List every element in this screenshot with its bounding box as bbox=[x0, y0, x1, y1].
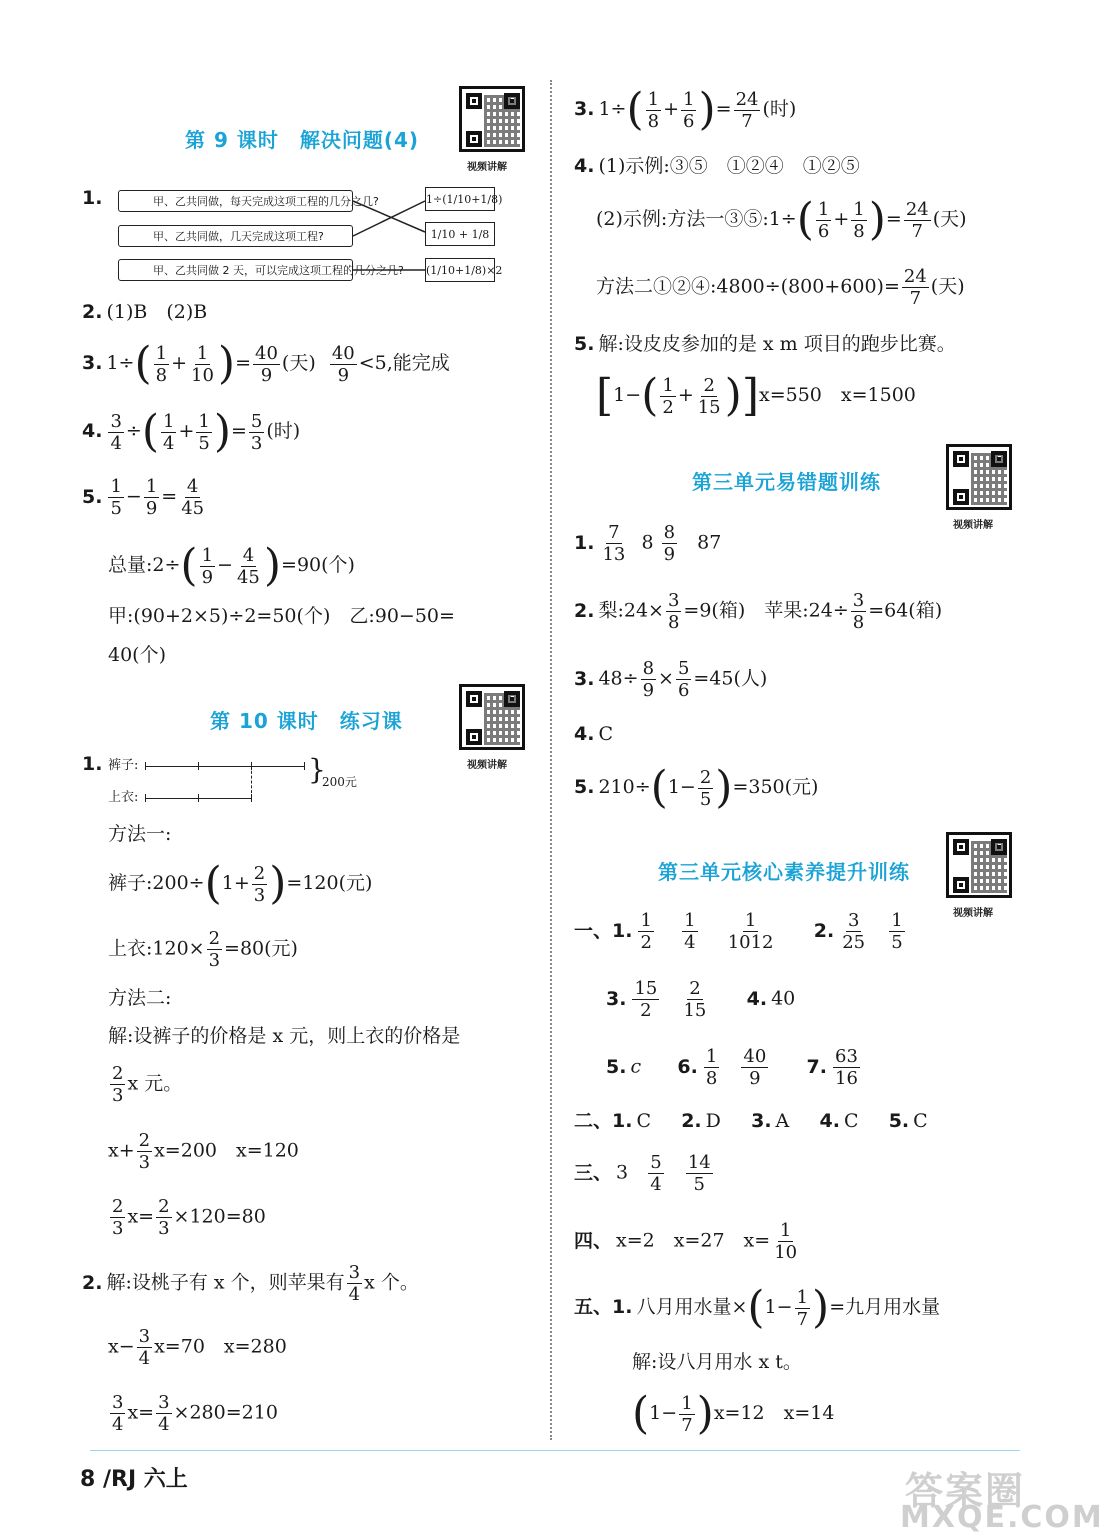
e3-answer: 3. 48÷ $\frac{8}{9}$ × $\frac{5}{6}$ =45(人) bbox=[574, 658, 768, 701]
p2-eq1: x− $\frac{3}{4}$ x=70 x=280 bbox=[108, 1326, 287, 1369]
section1-row2: 3. $\frac{15}{2}$ $\frac{2}{15}$ 4. 40 bbox=[606, 978, 796, 1021]
core-training-title: 第三单元核心素养提升训练 bbox=[658, 860, 910, 884]
r5-answer: 5. 解:设皮皮参加的是 x m 项目的跑步比赛。 bbox=[574, 333, 956, 355]
section1-row3: 5. c 6. $\frac{1}{8}$ $\frac{40}{9}$ 7. $\frac{63}{16}$ bbox=[606, 1046, 858, 1089]
qr-label: 视频讲解 bbox=[467, 162, 507, 173]
p2-answer: 2. 解:设桃子有 x 个，则苹果有 $\frac{3}{4}$ x 个。 bbox=[82, 1262, 419, 1305]
qr-code[interactable] bbox=[459, 684, 525, 750]
section2: 二、1. C 2. D 3. A 4. C 5. C bbox=[574, 1110, 928, 1132]
qr-label: 视频讲解 bbox=[953, 908, 993, 919]
r4-answer-1: 4. (1)示例:③⑤ ①②④ ①②⑤ bbox=[574, 155, 860, 177]
pants-bar bbox=[145, 766, 305, 767]
e1-answer: 1. $\frac{7}{13}$ 8 $\frac{8}{9}$ 87 bbox=[574, 522, 722, 565]
q4-answer: 4. $\frac{3}{4}$ ÷( $\frac{1}{4}$ + $\frac{1}{5}$ )= $\frac{5}{3}$ (时) bbox=[82, 406, 301, 457]
method2-solution-2: $\frac{2}{3}$ x 元。 bbox=[112, 1063, 183, 1106]
q2-answer: (1)B (2)B bbox=[106, 301, 208, 323]
r4-answer-3: 方法二①②④:4800÷(800+600)= $\frac{24}{7}$ (天) bbox=[596, 266, 965, 309]
match-box-1: 甲、乙共同做，每天完成这项工程的几分之几? bbox=[118, 190, 353, 212]
qr-label: 视频讲解 bbox=[953, 520, 993, 531]
section5-row3: (1− $\frac{1}{7}$ )x=12 x=14 bbox=[632, 1388, 835, 1439]
q5-total: 总量:2÷( $\frac{1}{9}$ − $\frac{4}{45}$ )=90(个) bbox=[108, 540, 355, 591]
section5-row1: 五、1. 八月用水量×(1− $\frac{1}{7}$ )=九月用水量 bbox=[574, 1282, 941, 1333]
eq2: $\frac{2}{3}$ x= $\frac{2}{3}$ ×120=80 bbox=[112, 1196, 266, 1239]
q5-jia: 甲:(90+2×5)÷2=50(个) 乙:90−50= bbox=[108, 605, 455, 627]
eq1: x+ $\frac{2}{3}$ x=200 x=120 bbox=[108, 1130, 299, 1173]
qr-code[interactable] bbox=[946, 832, 1012, 898]
pants-calc: 裤子:200÷(1+ $\frac{2}{3}$ )=120(元) bbox=[108, 858, 373, 909]
match-result-1: 1÷(1/10+1/8) bbox=[425, 187, 495, 211]
method1: 方法一: bbox=[108, 823, 172, 845]
coat-label: 上衣: bbox=[108, 790, 139, 805]
section1-row1: 一、1. $\frac{1}{2}$ $\frac{1}{4}$ $\frac{1}{1012}$ 2. $\frac{3}{25}$ $\frac{1}{5}$ bbox=[574, 910, 903, 953]
pants-label: 裤子: bbox=[108, 758, 139, 773]
error-training-title: 第三单元易错题训练 bbox=[692, 470, 881, 494]
e4-answer: 4. C bbox=[574, 723, 613, 745]
watermark-url: MXQE.COM bbox=[900, 1500, 1104, 1535]
q2-number: 2. bbox=[82, 301, 103, 323]
match-box-2: 甲、乙共同做，几天完成这项工程? bbox=[118, 225, 353, 247]
p1-number: 1. bbox=[82, 753, 103, 775]
e5-answer: 5. 210÷(1− $\frac{2}{5}$ )=350(元) bbox=[574, 762, 819, 813]
qr-label: 视频讲解 bbox=[467, 760, 507, 771]
coat-calc: 上衣:120× $\frac{2}{3}$ =80(元) bbox=[108, 928, 298, 971]
method2-solution: 解:设裤子的价格是 x 元，则上衣的价格是 bbox=[108, 1025, 461, 1047]
match-result-3: (1/10+1/8)×2 bbox=[425, 258, 495, 282]
page-footer: 8 /RJ 六上 bbox=[80, 1467, 188, 1492]
match-box-3: 甲、乙共同做 2 天，可以完成这项工程的几分之几? bbox=[118, 259, 353, 281]
q1-number: 1. bbox=[82, 187, 103, 209]
watermark: 答案圈 bbox=[905, 1469, 1026, 1513]
q5-yi: 40(个) bbox=[108, 644, 167, 666]
r5-equation: [1−( $\frac{1}{2}$ + $\frac{2}{15}$ )]x=550 x=1500 bbox=[596, 370, 916, 421]
column-divider bbox=[550, 80, 552, 1440]
q3-answer: 3. 1÷( $\frac{1}{8}$ + $\frac{1}{10}$ )= $\frac{40}{9}$ (天) $\frac{40}{9}$ <5,能完成 bbox=[82, 338, 450, 389]
section4: 四、 x=2 x=27 x= $\frac{1}{10}$ bbox=[574, 1220, 798, 1263]
section5-row2: 解:设八月用水 x t。 bbox=[632, 1351, 802, 1373]
section3: 三、 3 $\frac{5}{4}$ $\frac{14}{5}$ bbox=[574, 1152, 711, 1195]
match-result-2: 1/10 + 1/8 bbox=[425, 222, 495, 246]
footer-line bbox=[90, 1450, 1020, 1451]
total-200: 200元 bbox=[322, 775, 357, 789]
lesson10-title: 第 10 课时 练习课 bbox=[210, 709, 403, 733]
e2-answer: 2. 梨:24× $\frac{3}{8}$ =9(箱) 苹果:24÷ $\frac{3}{8}$ =64(箱) bbox=[574, 590, 943, 633]
method2: 方法二: bbox=[108, 987, 172, 1009]
match-lines bbox=[353, 190, 428, 280]
q5-answer: 5. $\frac{1}{5}$ − $\frac{1}{9}$ = $\frac{4}{45}$ bbox=[82, 476, 205, 519]
r4-answer-2: (2)示例:方法一③⑤:1÷( $\frac{1}{6}$ + $\frac{1}{8}$ )= $\frac{24}{7}$ (天) bbox=[596, 194, 967, 245]
lesson9-title: 第 9 课时 解决问题(4) bbox=[185, 128, 420, 152]
p2-eq2: $\frac{3}{4}$ x= $\frac{3}{4}$ ×280=210 bbox=[112, 1392, 278, 1435]
qr-code[interactable] bbox=[946, 444, 1012, 510]
r3-answer: 3. 1÷( $\frac{1}{8}$ + $\frac{1}{6}$ )= $\frac{24}{7}$ (时) bbox=[574, 84, 797, 135]
qr-code[interactable] bbox=[459, 86, 525, 152]
